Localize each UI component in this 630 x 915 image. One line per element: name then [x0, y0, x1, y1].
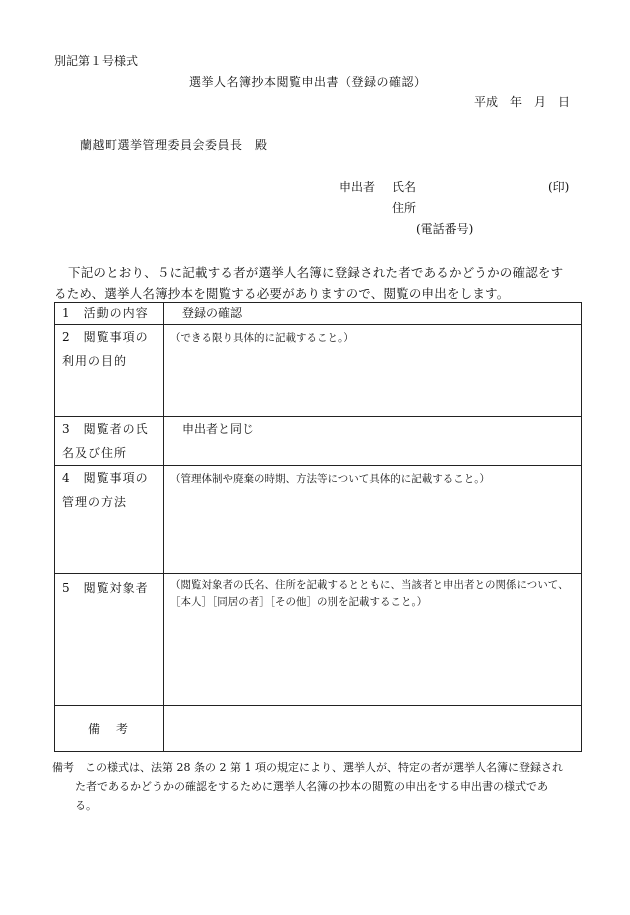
- footer-note: [52, 758, 582, 815]
- footer-line-3: る。: [75, 799, 97, 812]
- footer-line-1: この様式は、法第 28 条の 2 第 1 項の規定により、選挙人が、特定の者が選挙人名簿に登録され: [85, 761, 563, 774]
- target-label: 5 閲覧対象者: [62, 581, 149, 595]
- viewer-value: 申出者と同じ: [182, 422, 255, 436]
- table-row: [55, 574, 582, 706]
- phone-label: (電話番号): [416, 222, 474, 236]
- table-row: [55, 706, 582, 752]
- applicant-label: 申出者: [339, 180, 376, 194]
- management-note: （管理体制や廃棄の時期、方法等について具体的に記載すること。）: [170, 473, 491, 485]
- purpose-note: （できる限り具体的に記載すること。）: [170, 332, 354, 344]
- seal-mark: (印): [548, 180, 570, 194]
- footer-head: 備考: [52, 761, 74, 774]
- remarks-label: 備 考: [87, 722, 130, 736]
- name-label: 氏名: [392, 180, 417, 194]
- application-table: [54, 302, 582, 752]
- purpose-label-line1: 2 閲覧事項の: [62, 330, 149, 344]
- addressee: 蘭越町選挙管理委員会委員長 殿: [80, 138, 268, 152]
- activity-value: 登録の確認: [182, 306, 243, 320]
- management-label-line2: 管理の方法: [62, 495, 128, 509]
- table-row: [55, 466, 582, 574]
- viewer-label-line1: 3 閲覧者の氏: [62, 422, 149, 436]
- table-row: [55, 417, 582, 466]
- intro-line-1: 下記のとおり、５に記載する者が選挙人名簿に登録された者であるかどうかの確認をす: [68, 265, 564, 280]
- target-note: （閲覧対象者の氏名、住所を記載するとともに、当該者と申出者との関係について、［本人］［同居の者］［その他］の別を記載すること。）: [170, 579, 569, 608]
- remarks-value: [164, 706, 582, 752]
- table-row: [55, 303, 582, 325]
- table-row: [55, 325, 582, 417]
- intro-line-2: るため、選挙人名簿抄本を閲覧する必要がありますので、閲覧の申出をします。: [54, 286, 510, 301]
- viewer-label-line2: 名及び住所: [62, 446, 128, 460]
- activity-label: 1 活動の内容: [62, 306, 149, 320]
- document-title: 選挙人名簿抄本閲覧申出書（登録の確認）: [189, 75, 427, 89]
- purpose-label-line2: 利用の目的: [62, 354, 128, 368]
- form-number: 別記第１号様式: [54, 54, 139, 68]
- footer-line-2: た者であるかどうかの確認をするために選挙人名簿の抄本の閲覧の申出をする申出書の様式であ: [75, 780, 548, 793]
- management-label-line1: 4 閲覧事項の: [62, 471, 149, 485]
- date-field: 平成 年 月 日: [474, 95, 571, 109]
- address-label: 住所: [392, 201, 417, 215]
